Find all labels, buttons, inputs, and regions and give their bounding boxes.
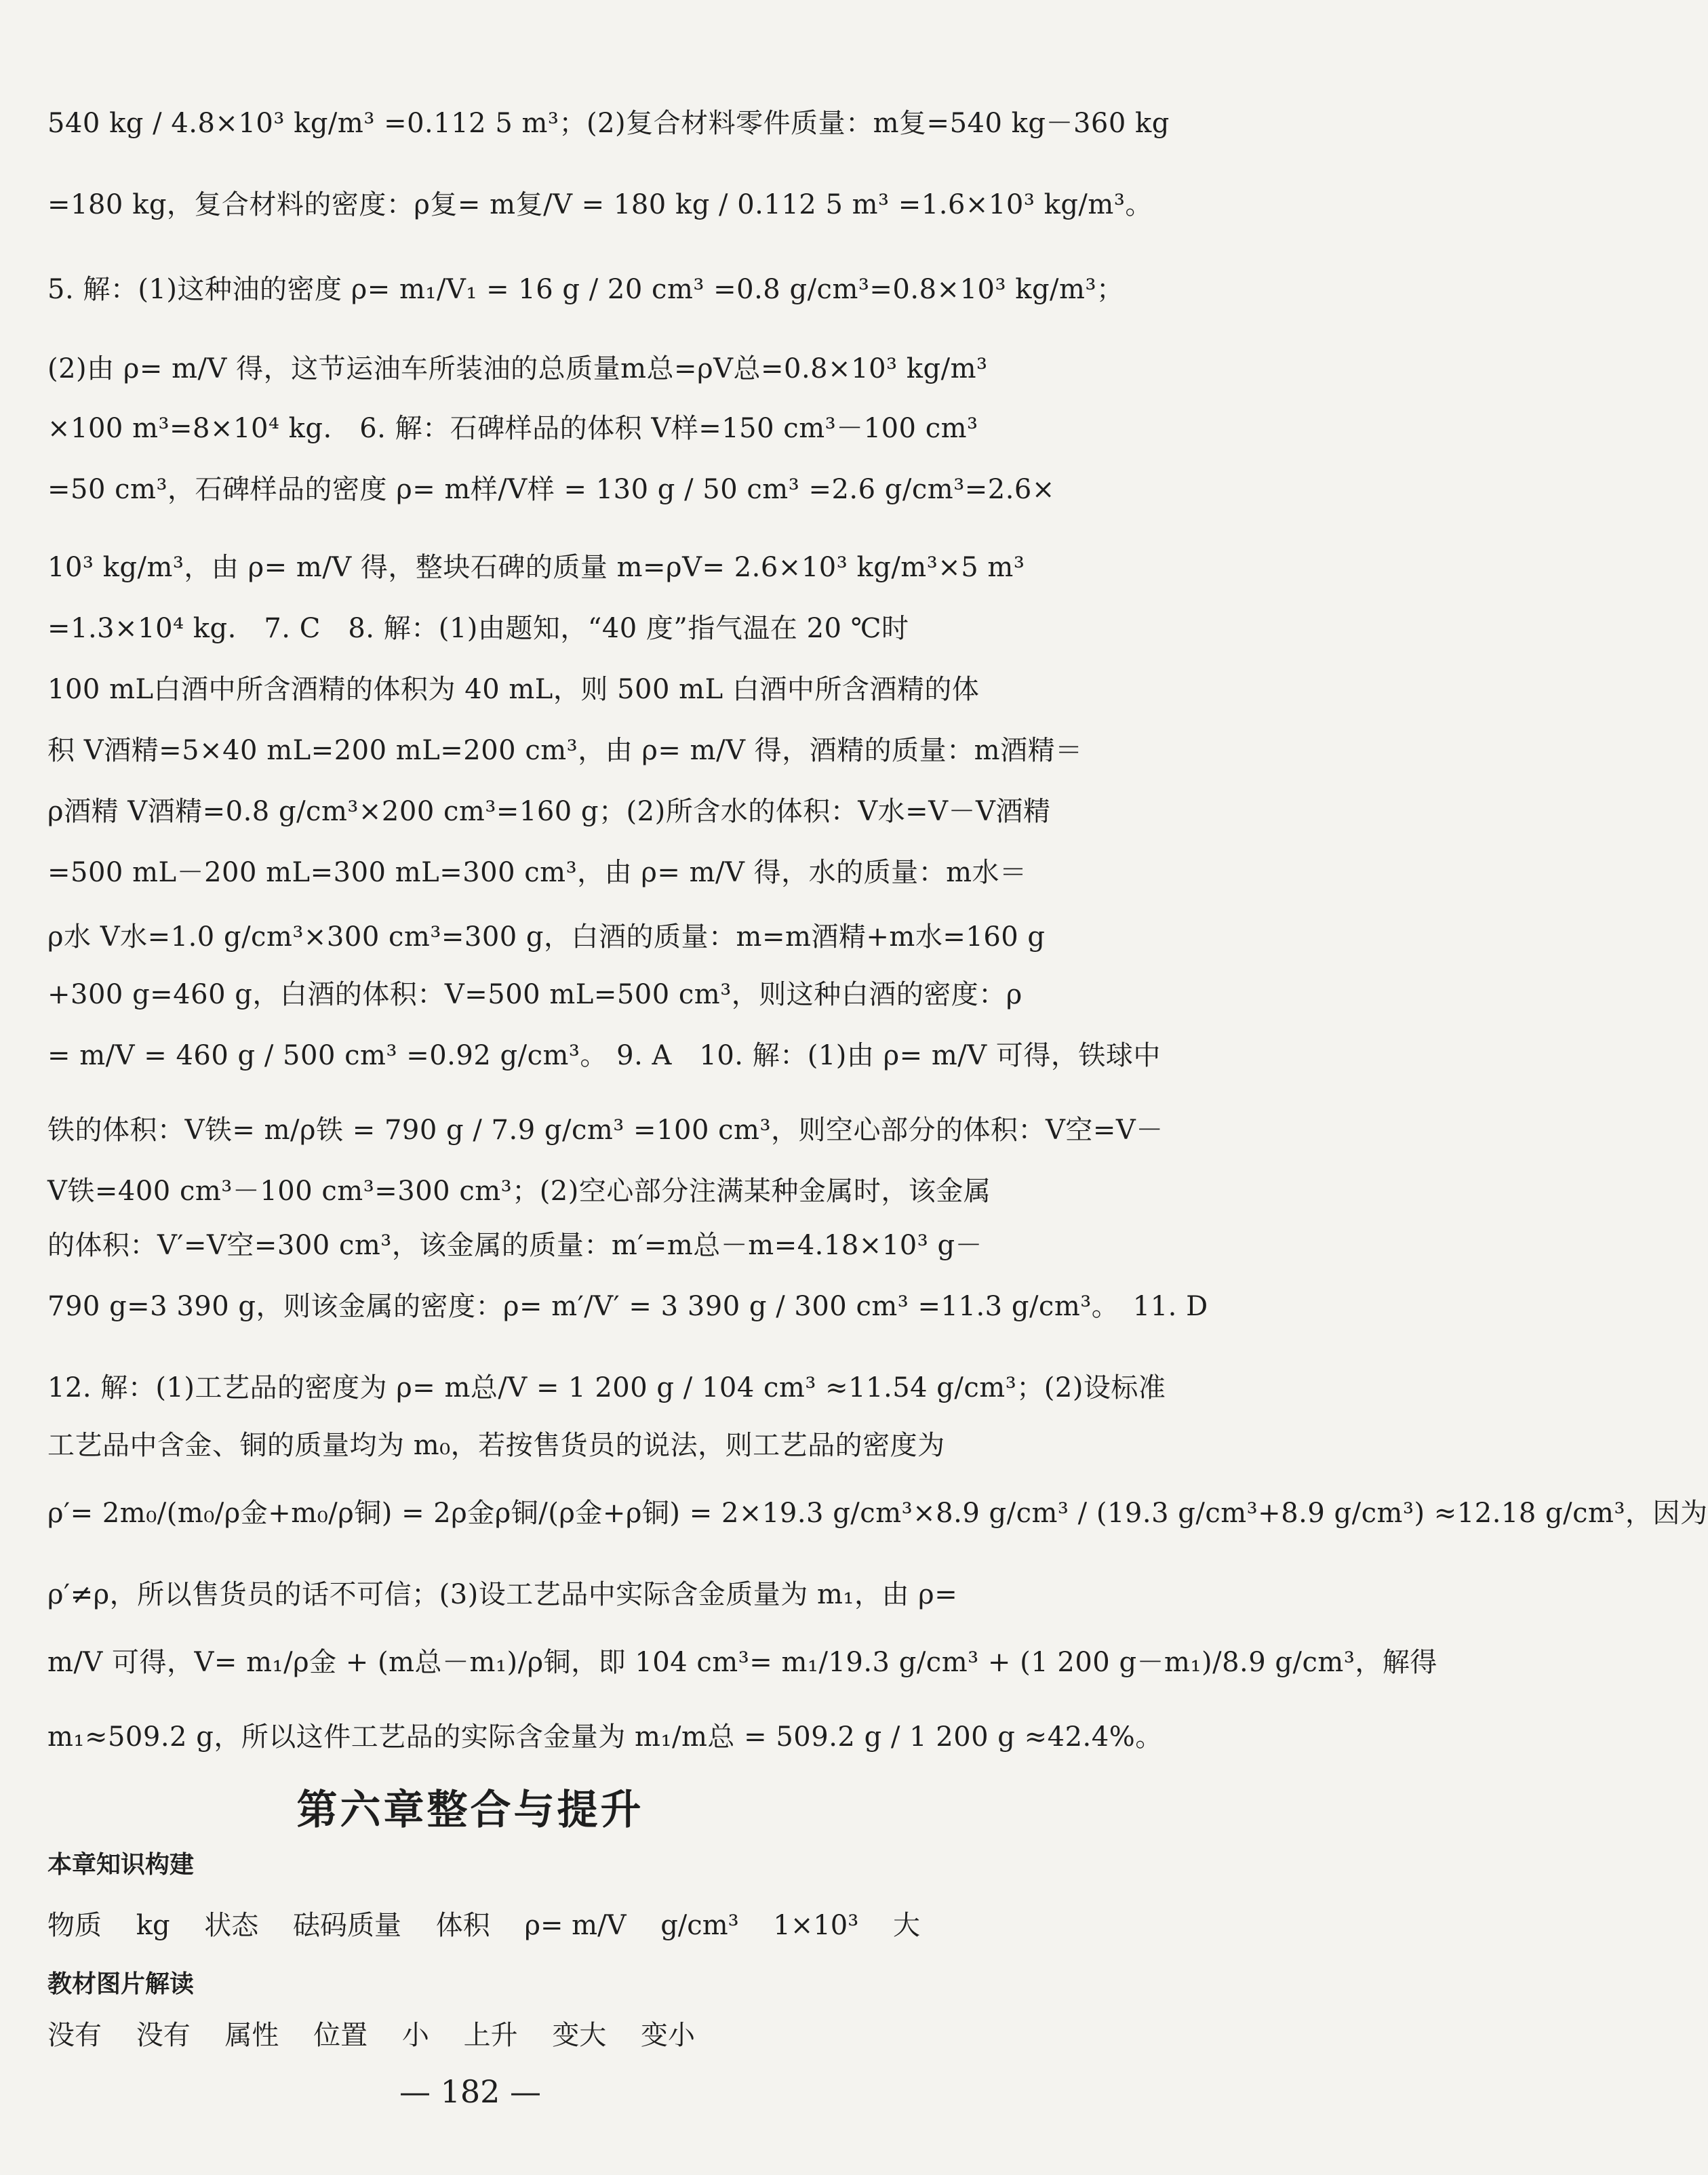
page-number: — 182 — <box>399 2073 542 2110</box>
text-line-1: 540 kg / 4.8×10³ kg/m³ =0.112 5 m³；(2)复合材料零件质量：m复=540 kg－360 kg <box>47 108 1170 139</box>
knowledge-answers <box>47 1904 946 1942</box>
text-line-2: =180 kg，复合材料的密度：ρ复= m复/V = 180 kg / 0.112 5 m³ =1.6×10³ kg/m³。 <box>47 189 1153 220</box>
answer-item: 位置 <box>313 2020 368 2051</box>
text-line-4: (2)由 ρ= m/V 得，这节运油车所装油的总质量m总=ρV总=0.8×10³ kg/m³ <box>47 353 988 384</box>
text-line-24: m/V 可得，V= m₁/ρ金 + (m总－m₁)/ρ铜，即 104 cm³= m₁/19.3 g/cm³ + (1 200 g－m₁)/8.9 g/cm³，解得 <box>47 1647 1437 1678</box>
text-line-12: =500 mL－200 mL=300 mL=300 cm³，由 ρ= m/V 得，水的质量：m水＝ <box>47 857 1027 888</box>
text-line-10: 积 V酒精=5×40 mL=200 mL=200 cm³，由 ρ= m/V 得，酒精的质量：m酒精＝ <box>47 735 1083 766</box>
text-line-21: 工艺品中含金、铜的质量均为 m₀，若按售货员的说法，则工艺品的密度为 <box>47 1430 945 1461</box>
text-line-7: 10³ kg/m³，由 ρ= m/V 得，整块石碑的质量 m=ρV= 2.6×10³ kg/m³×5 m³ <box>47 552 1025 583</box>
answer-item: 物质 <box>47 1910 102 1941</box>
answer-item: 没有 <box>47 2020 102 2051</box>
chapter-title: 第六章整合与提升 <box>296 1787 644 1834</box>
answer-item: 变小 <box>641 2020 696 2051</box>
answer-item: ρ= m/V <box>524 1910 627 1941</box>
figure-answers <box>47 2014 721 2052</box>
section-heading-figures: 教材图片解读 <box>47 1970 195 1998</box>
answer-item: 体积 <box>435 1910 490 1941</box>
answer-item: 砝码质量 <box>293 1910 401 1941</box>
text-line-11: ρ酒精 V酒精=0.8 g/cm³×200 cm³=160 g；(2)所含水的体积：V水=V－V酒精 <box>47 796 1051 827</box>
text-line-19: 790 g=3 390 g，则该金属的密度：ρ= m′/V′ = 3 390 g / 300 cm³ =11.3 g/cm³。 11. D <box>47 1291 1208 1322</box>
answer-item: 没有 <box>136 2020 191 2051</box>
answer-item: g/cm³ <box>660 1910 739 1941</box>
answer-item: kg <box>136 1910 170 1941</box>
text-line-25: m₁≈509.2 g，所以这件工艺品的实际含金量为 m₁/m总 = 509.2 g / 1 200 g ≈42.4%。 <box>47 1721 1163 1753</box>
answer-item: 变大 <box>552 2020 607 2051</box>
text-line-15: = m/V = 460 g / 500 cm³ =0.92 g/cm³。 9. A 10. 解：(1)由 ρ= m/V 可得，铁球中 <box>47 1040 1161 1071</box>
section-heading-knowledge: 本章知识构建 <box>47 1851 195 1879</box>
text-line-9: 100 mL白酒中所含酒精的体积为 40 mL，则 500 mL 白酒中所含酒精的体 <box>47 674 980 705</box>
text-line-14: +300 g=460 g，白酒的体积：V=500 mL=500 cm³，则这种白酒的密度：ρ <box>47 979 1022 1010</box>
answer-item: 状态 <box>204 1910 259 1941</box>
text-line-22: ρ′= 2m₀/(m₀/ρ金+m₀/ρ铜) = 2ρ金ρ铜/(ρ金+ρ铜) = 2×19.3 g/cm³×8.9 g/cm³ / (19.3 g/cm³+8.9 g/cm³) ≈12.18 g/cm³，因为 <box>47 1498 1708 1529</box>
text-line-8: =1.3×10⁴ kg. 7. C 8. 解：(1)由题知，“40 度”指气温在 20 ℃时 <box>47 613 909 644</box>
answer-item: 属性 <box>224 2020 279 2051</box>
answer-item: 1×10³ <box>773 1910 859 1941</box>
text-line-3: 5. 解：(1)这种油的密度 ρ= m₁/V₁ = 16 g / 20 cm³ =0.8 g/cm³=0.8×10³ kg/m³； <box>47 274 1124 305</box>
text-line-5: ×100 m³=8×10⁴ kg. 6. 解：石碑样品的体积 V样=150 cm³－100 cm³ <box>47 413 978 444</box>
answer-item: 上升 <box>463 2020 518 2051</box>
text-line-18: 的体积：V′=V空=300 cm³，该金属的质量：m′=m总－m=4.18×10³ g－ <box>47 1230 983 1261</box>
text-line-13: ρ水 V水=1.0 g/cm³×300 cm³=300 g，白酒的质量：m=m酒精+m水=160 g <box>47 921 1046 953</box>
text-line-20: 12. 解：(1)工艺品的密度为 ρ= m总/V = 1 200 g / 104 cm³ ≈11.54 g/cm³；(2)设标准 <box>47 1372 1166 1403</box>
answer-item: 小 <box>401 2020 429 2051</box>
text-line-17: V铁=400 cm³－100 cm³=300 cm³；(2)空心部分注满某种金属时，该金属 <box>47 1176 991 1207</box>
text-line-16: 铁的体积：V铁= m/ρ铁 = 790 g / 7.9 g/cm³ =100 cm³，则空心部分的体积：V空=V－ <box>47 1115 1164 1146</box>
text-line-23: ρ′≠ρ，所以售货员的话不可信；(3)设工艺品中实际含金质量为 m₁，由 ρ= <box>47 1579 958 1610</box>
text-line-6: =50 cm³，石碑样品的密度 ρ= m样/V样 = 130 g / 50 cm³ =2.6 g/cm³=2.6× <box>47 474 1055 505</box>
answer-item: 大 <box>893 1910 920 1941</box>
